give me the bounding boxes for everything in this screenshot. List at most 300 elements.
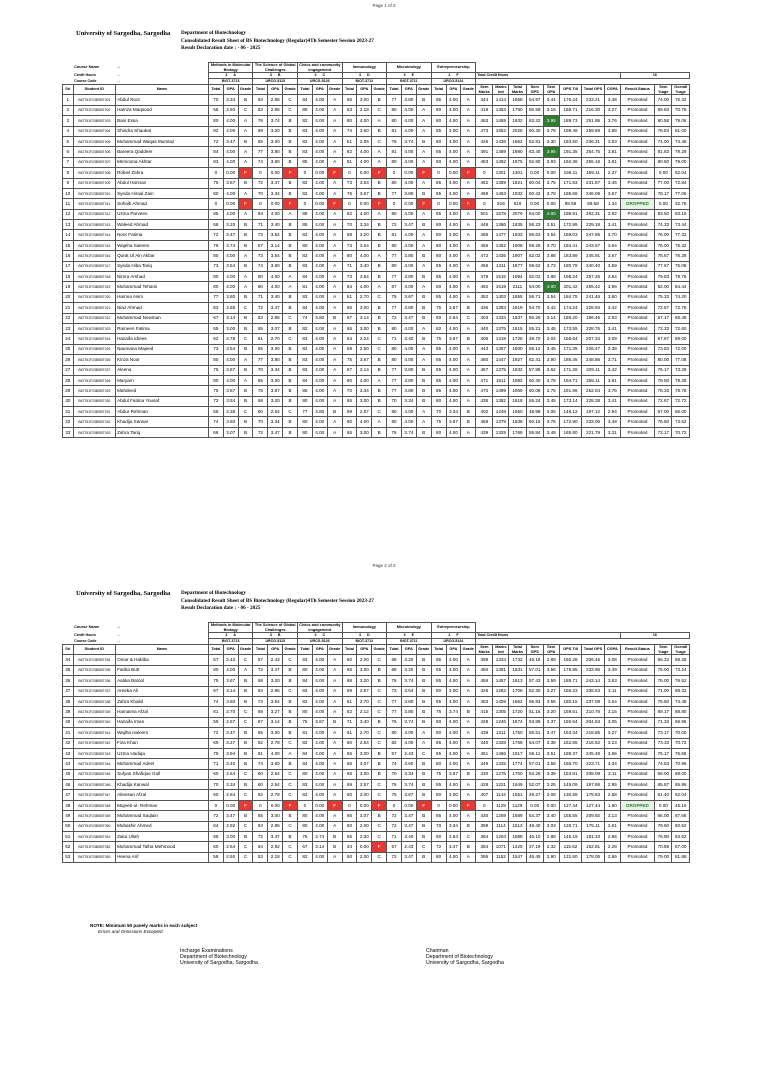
- result-status: Promoted: [620, 665, 654, 675]
- sem-gps: 0.00: [526, 168, 543, 178]
- cgpa: 3.63: [604, 676, 620, 686]
- student-name: Abdul Hannan: [116, 178, 209, 188]
- student-name: Abdul Noor: [116, 95, 209, 105]
- course-grade: A: [327, 126, 342, 136]
- course-gpa: 3.34: [223, 95, 238, 105]
- course-gpa: 3.00: [357, 396, 372, 406]
- course-gpa: 4.00: [446, 676, 461, 686]
- course-gpa: 3.54: [401, 686, 416, 696]
- serial-number: 28: [63, 375, 74, 385]
- course-total: 0: [431, 800, 446, 810]
- course-gpa: 3.20: [357, 676, 372, 686]
- course-gpa: 3.67: [357, 188, 372, 198]
- credit-hours-value: 3: [359, 633, 361, 638]
- course-gpa: 3.47: [223, 811, 238, 821]
- course-total: 60: [431, 832, 446, 842]
- column-header: Sem %age: [655, 85, 672, 95]
- sem-gps: 48.40: [526, 821, 543, 831]
- course-grade: B: [461, 769, 476, 779]
- student-id: BIOT51F23BSBT008: [73, 168, 115, 178]
- course-gpa: 0.00: [446, 199, 461, 209]
- course-gpa: 3.60: [357, 126, 372, 136]
- sem-gps: 49.27: [526, 790, 543, 800]
- student-row: [63, 832, 690, 842]
- course-total: 80: [208, 282, 223, 292]
- total-gps: 231.87: [582, 178, 605, 188]
- student-row: [63, 323, 690, 333]
- course-total: 60: [253, 407, 268, 417]
- course-gpa: 4.00: [223, 272, 238, 282]
- student-name: Mujeeb-ul- Rehman: [116, 800, 209, 810]
- course-total: 80: [431, 105, 446, 115]
- spacer-cell: [63, 63, 74, 73]
- course-name-row: [63, 63, 690, 73]
- column-header: Total: [253, 85, 268, 95]
- course-total: 77: [387, 386, 402, 396]
- marks-ind: 1511: [493, 375, 509, 385]
- course-grade: B: [461, 417, 476, 427]
- course-total: 76: [387, 717, 402, 727]
- overall-percentage: 70.72: [672, 738, 690, 748]
- course-total: 80: [208, 375, 223, 385]
- gps-till: 191.35: [559, 147, 582, 157]
- student-id: BIOT51F23BSBT047: [73, 790, 115, 800]
- overall-percentage: 67.56: [672, 811, 690, 821]
- column-header: Marks Ind: [493, 85, 509, 95]
- student-id: BIOT51F23BSBT003: [73, 116, 115, 126]
- course-gpa: 2.57: [357, 686, 372, 696]
- result-page-2: [0, 560, 768, 1072]
- course-grade: A: [238, 157, 253, 167]
- course-grade: A: [327, 323, 342, 333]
- course-gpa: 4.00: [223, 251, 238, 261]
- course-gpa: 4.00: [312, 344, 327, 354]
- student-row: [63, 821, 690, 831]
- student-name: Shindra Shaukat: [116, 126, 209, 136]
- result-status: Promoted: [620, 759, 654, 769]
- course-gpa: 4.00: [312, 686, 327, 696]
- serial-number: 29: [63, 386, 74, 396]
- serial-number: 15: [63, 240, 74, 250]
- student-name: Wajeha Saleem: [116, 240, 209, 250]
- course-total: 57: [387, 748, 402, 758]
- course-grade: B: [416, 717, 431, 727]
- course-grade: B: [327, 717, 342, 727]
- student-name: Mahdeed: [116, 386, 209, 396]
- course-gpa: 4.00: [446, 728, 461, 738]
- serial-number: 44: [63, 759, 74, 769]
- sem-gpa: 3.27: [543, 686, 559, 696]
- overall-percentage: 68.80: [672, 707, 690, 717]
- course-gpa: 3.67: [223, 676, 238, 686]
- sem-percentage: 76.00: [655, 240, 672, 250]
- course-gpa: 4.00: [446, 188, 461, 198]
- course-total: 0: [298, 199, 313, 209]
- sem-percentage: 77.67: [655, 261, 672, 271]
- course-gpa: 4.00: [446, 323, 461, 333]
- serial-number: 22: [63, 313, 74, 323]
- sem-gps: 50.59: [526, 105, 543, 115]
- course-total: 75: [387, 292, 402, 302]
- sem-gpa: 3.78: [543, 375, 559, 385]
- student-row: [63, 396, 690, 406]
- course-total: 73: [387, 686, 402, 696]
- total-marks: 2111: [509, 282, 526, 292]
- course-grade: A: [327, 396, 342, 406]
- course-grade: A: [238, 355, 253, 365]
- course-gpa: 3.47: [223, 230, 238, 240]
- sem-gpa: 0.00: [543, 800, 559, 810]
- course-grade: F: [372, 800, 387, 810]
- course-total: 70: [431, 407, 446, 417]
- course-grade: A: [327, 655, 342, 665]
- sheet-header: [181, 30, 374, 53]
- course-grade: A: [238, 147, 253, 157]
- course-total: 63: [253, 95, 268, 105]
- course-total: 60: [208, 790, 223, 800]
- course-gpa: 4.00: [312, 188, 327, 198]
- course-gpa: 3.67: [446, 334, 461, 344]
- course-gpa: 3.14: [268, 717, 283, 727]
- course-grade: A: [372, 147, 387, 157]
- sem-gpa: 0.00: [543, 168, 559, 178]
- course-gpa: 3.54: [223, 344, 238, 354]
- course-total: 70: [253, 365, 268, 375]
- sem-percentage: 67.17: [655, 313, 672, 323]
- student-row: [63, 686, 690, 696]
- course-total: 80: [253, 272, 268, 282]
- overall-percentage: 77.08: [672, 355, 690, 365]
- column-header: Total: [387, 85, 402, 95]
- department-name: Department of Biotechnology: [181, 30, 247, 36]
- course-gpa: 0.00: [312, 800, 327, 810]
- course-grade: A: [416, 261, 431, 271]
- total-marks: 1588: [509, 832, 526, 842]
- course-gpa: 3.47: [401, 852, 416, 862]
- course-gpa: 3.80: [401, 251, 416, 261]
- overall-percentage: 77.32: [672, 230, 690, 240]
- course-total: 75: [342, 355, 357, 365]
- student-name: Hazaifa Iman: [116, 717, 209, 727]
- course-grade: C: [283, 769, 298, 779]
- course-total: 81: [387, 126, 402, 136]
- course-gpa: 4.00: [312, 209, 327, 219]
- sem-gps: 54.28: [526, 769, 543, 779]
- course-total: 81: [298, 282, 313, 292]
- total-gps: 223.71: [582, 759, 605, 769]
- column-header: Grade: [416, 645, 431, 655]
- overall-percentage: 76.28: [672, 251, 690, 261]
- result-status: Promoted: [620, 178, 654, 188]
- course-grade: A: [461, 272, 476, 282]
- sem-marks: 483: [476, 157, 493, 167]
- gps-till: 189.37: [559, 748, 582, 758]
- spacer-cell: [476, 623, 690, 633]
- serial-number: 2: [63, 105, 74, 115]
- course-grade: A: [461, 157, 476, 167]
- result-status: Promoted: [620, 136, 654, 146]
- sem-marks: 444: [476, 95, 493, 105]
- serial-number: 41: [63, 728, 74, 738]
- course-total: 77: [387, 375, 402, 385]
- course-grade: A: [461, 355, 476, 365]
- cgpa: 3.76: [604, 386, 620, 396]
- student-id: BIOT51F23BSBT023: [73, 323, 115, 333]
- course-gpa: 3.67: [357, 355, 372, 365]
- sem-percentage: 75.00: [655, 665, 672, 675]
- course-gpa: 4.00: [312, 417, 327, 427]
- course-total: 82: [298, 230, 313, 240]
- course-gpa: 4.00: [357, 375, 372, 385]
- gps-till: 115.62: [559, 842, 582, 852]
- student-name: Heena Arif: [116, 852, 209, 862]
- sem-gps: 57.01: [526, 759, 543, 769]
- course-total: 81: [387, 147, 402, 157]
- course-total: 70: [342, 386, 357, 396]
- course-gpa: 2.70: [357, 728, 372, 738]
- result-status: Promoted: [620, 251, 654, 261]
- course-letter: F: [456, 73, 459, 78]
- course-gpa: 3.00: [357, 748, 372, 758]
- marks-ind: 1248: [493, 407, 509, 417]
- course-grade: A: [461, 852, 476, 862]
- course-gpa: 3.80: [312, 407, 327, 417]
- sem-marks: 384: [476, 832, 493, 842]
- column-header: Overall %age: [672, 645, 690, 655]
- course-total: 80: [298, 240, 313, 250]
- total-marks: 1689: [509, 811, 526, 821]
- course-grade: B: [416, 427, 431, 437]
- course-gpa: 3.20: [401, 655, 416, 665]
- marks-ind: 1469: [493, 116, 509, 126]
- course-gpa: 4.00: [446, 852, 461, 862]
- course-gpa: 2.57: [223, 717, 238, 727]
- serial-number: 17: [63, 261, 74, 271]
- credit-hours-value: 3: [269, 73, 272, 78]
- total-gps: 233.96: [582, 665, 605, 675]
- student-id: BIOT51F23BSBT030: [73, 396, 115, 406]
- sem-marks: 395: [476, 852, 493, 862]
- column-header: Total: [298, 85, 313, 95]
- course-grade: A: [327, 707, 342, 717]
- student-name: Bareera Qaddeer: [116, 147, 209, 157]
- course-gpa: 3.40: [401, 832, 416, 842]
- course-gpa: 4.00: [446, 696, 461, 706]
- sem-gpa: 3.96: [543, 147, 559, 157]
- cgpa: 3.48: [604, 95, 620, 105]
- course-grade: A: [327, 188, 342, 198]
- course-gpa: 3.00: [357, 769, 372, 779]
- student-row: [63, 220, 690, 230]
- cgpa: 3.13: [604, 811, 620, 821]
- column-header: Grade: [416, 85, 431, 95]
- course-total: 80: [208, 355, 223, 365]
- sem-gps: 54.70: [526, 303, 543, 313]
- gps-till: 173.55: [559, 323, 582, 333]
- marks-ind: 1457: [493, 676, 509, 686]
- course-grade: A: [327, 209, 342, 219]
- sem-percentage: 73.33: [655, 323, 672, 333]
- course-gpa: 4.00: [401, 407, 416, 417]
- student-name: Niaz Ahmad: [116, 303, 209, 313]
- sem-gps: 50.26: [526, 313, 543, 323]
- marks-ind: 1477: [493, 230, 509, 240]
- course-gpa: 4.00: [312, 251, 327, 261]
- course-grade: A: [327, 282, 342, 292]
- marks-ind: 1552: [493, 126, 509, 136]
- course-grade: B: [416, 375, 431, 385]
- course-gpa: 0.00: [268, 800, 283, 810]
- overall-percentage: 66.96: [672, 717, 690, 727]
- overall-percentage: 65.48: [672, 313, 690, 323]
- sem-gpa: 3.54: [543, 292, 559, 302]
- course-total: 84: [298, 272, 313, 282]
- course-grade: C: [372, 832, 387, 842]
- course-total: 72: [387, 852, 402, 862]
- sem-percentage: 0.00: [655, 168, 672, 178]
- course-gpa: 3.20: [268, 676, 283, 686]
- cgpa: 3.53: [604, 136, 620, 146]
- course-gpa: 3.47: [268, 178, 283, 188]
- sem-percentage: 69.17: [655, 707, 672, 717]
- student-id: BIOT51F23BSBT046: [73, 780, 115, 790]
- course-name-label: Course Name: [74, 64, 100, 70]
- marks-ind: 1114: [493, 821, 509, 831]
- sem-gpa: 3.08: [543, 790, 559, 800]
- course-total: 54: [342, 334, 357, 344]
- sem-gps: 48.98: [526, 407, 543, 417]
- total-gps: 247.66: [582, 230, 605, 240]
- sem-marks: 449: [476, 759, 493, 769]
- course-gpa: 4.00: [401, 282, 416, 292]
- course-gpa: 4.00: [312, 707, 327, 717]
- result-status: Promoted: [620, 417, 654, 427]
- student-name: Zahra Khalid: [116, 696, 209, 706]
- course-gpa: 0.00: [446, 800, 461, 810]
- sem-gps: 0.00: [526, 199, 543, 209]
- cgpa: 2.66: [604, 852, 620, 862]
- total-marks: 1975: [509, 157, 526, 167]
- course-grade: A: [416, 157, 431, 167]
- course-grade: B: [283, 116, 298, 126]
- course-gpa: 2.78: [223, 334, 238, 344]
- student-name: Muhammad Talha Mehmood: [116, 842, 209, 852]
- marks-ind: 1375: [493, 323, 509, 333]
- course-gpa: 2.85: [268, 313, 283, 323]
- student-id: BIOT51F23BSBT033: [73, 427, 115, 437]
- sem-gps: 60.04: [526, 178, 543, 188]
- sem-percentage: 61.40: [655, 790, 672, 800]
- course-gpa: 3.80: [401, 375, 416, 385]
- cgpa: 3.67: [604, 188, 620, 198]
- student-name: Omar & Habiba: [116, 655, 209, 665]
- course-total: 74: [253, 261, 268, 271]
- course-gpa: 4.00: [401, 738, 416, 748]
- course-gpa: 3.00: [357, 323, 372, 333]
- course-gpa: 4.00: [223, 209, 238, 219]
- course-total: 75: [208, 178, 223, 188]
- student-name: Qurat Ul Ain Akbar: [116, 251, 209, 261]
- credit-hours-value: 2: [314, 633, 317, 638]
- course-gpa: 2.92: [223, 821, 238, 831]
- course-gpa: 4.00: [312, 355, 327, 365]
- result-status: Promoted: [620, 655, 654, 665]
- sem-gpa: 2.90: [543, 852, 559, 862]
- course-grade: B: [461, 707, 476, 717]
- course-code: URCG-5115: [253, 79, 298, 85]
- course-total: 65: [208, 832, 223, 842]
- marks-ind: 1435: [493, 251, 509, 261]
- result-status: Promoted: [620, 355, 654, 365]
- sem-gpa: 3.42: [543, 303, 559, 313]
- course-total: 75: [298, 717, 313, 727]
- course-gpa: 2.64: [223, 769, 238, 779]
- course-total: 63: [208, 303, 223, 313]
- course-total: 73: [208, 344, 223, 354]
- course-total: 80: [431, 852, 446, 862]
- course-grade: B: [238, 344, 253, 354]
- student-name: Khadija Kanwal: [116, 780, 209, 790]
- sem-percentage: 75.33: [655, 292, 672, 302]
- course-gpa: 3.40: [401, 334, 416, 344]
- course-gpa: 2.78: [268, 790, 283, 800]
- course-total: 59: [208, 717, 223, 727]
- course-grade: B: [283, 759, 298, 769]
- course-gpa: 4.00: [223, 665, 238, 675]
- course-code: URCG-5126: [298, 79, 343, 85]
- serial-number: 36: [63, 676, 74, 686]
- total-marks: 1815: [509, 323, 526, 333]
- course-gpa: 2.70: [357, 292, 372, 302]
- credit-hours-value: 3: [225, 73, 228, 78]
- course-code: BIOT-3711: [387, 79, 432, 85]
- student-id: BIOT51F23BSBT005: [73, 136, 115, 146]
- result-status: Promoted: [620, 852, 654, 862]
- student-id: BIOT51F23BSBT013: [73, 220, 115, 230]
- sem-percentage: 78.67: [655, 251, 672, 261]
- total-marks: 1547: [509, 852, 526, 862]
- course-total: 80: [431, 790, 446, 800]
- course-gpa: 3.67: [446, 769, 461, 779]
- student-row: [63, 230, 690, 240]
- result-status: Promoted: [620, 220, 654, 230]
- student-id: BIOT51F23BSBT024: [73, 334, 115, 344]
- course-total: 60: [342, 738, 357, 748]
- course-total: 80: [208, 116, 223, 126]
- course-gpa: 4.00: [401, 355, 416, 365]
- course-total: 50: [342, 821, 357, 831]
- course-grade: A: [461, 655, 476, 665]
- total-marks: 1732: [509, 655, 526, 665]
- course-gpa: 3.74: [401, 676, 416, 686]
- course-total: 80: [431, 116, 446, 126]
- course-total: 60: [208, 842, 223, 852]
- signature-line: Department of Biotechnology: [180, 954, 247, 961]
- sem-marks: 456: [476, 240, 493, 250]
- student-id: BIOT51F23BSBT021: [73, 303, 115, 313]
- course-total: 72: [387, 220, 402, 230]
- sem-percentage: 67.00: [655, 407, 672, 417]
- course-gpa: 4.00: [401, 105, 416, 115]
- course-grade: A: [461, 665, 476, 675]
- course-total: 0: [253, 199, 268, 209]
- course-grade: B: [416, 386, 431, 396]
- course-total: 80: [431, 717, 446, 727]
- student-id: BIOT51F23BSBT048: [73, 800, 115, 810]
- course-grade: B: [283, 355, 298, 365]
- serial-number: 35: [63, 665, 74, 675]
- course-code: BIOT-3713: [208, 79, 253, 85]
